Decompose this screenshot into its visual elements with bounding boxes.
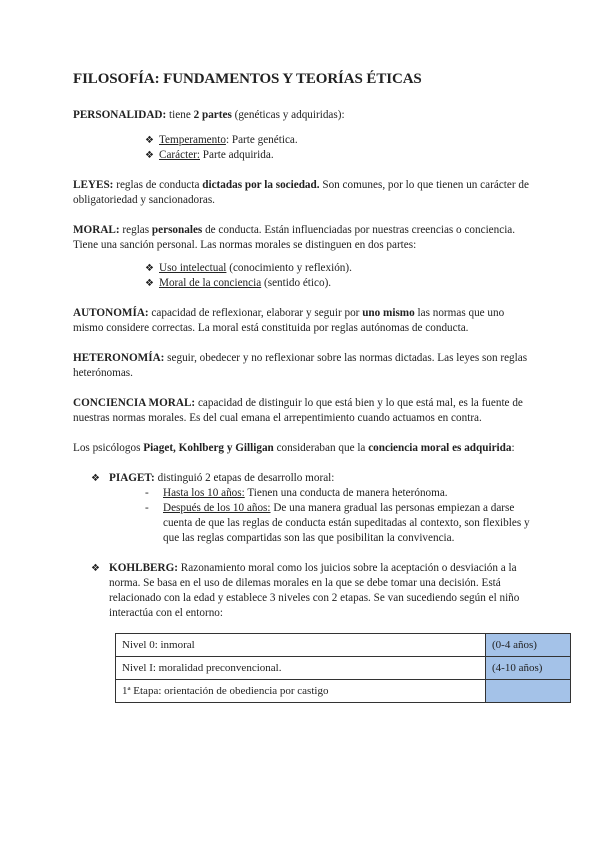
piaget-list [109, 486, 533, 546]
list-item-label: Moral de la conciencia [159, 277, 262, 289]
personalidad-list [73, 133, 533, 163]
list-item-text: : Parte genética. [225, 134, 298, 146]
list-item [145, 486, 533, 501]
heteronomia-paragraph [73, 351, 533, 381]
personalidad-bold: 2 partes [193, 109, 232, 121]
kohlberg-paragraph [109, 561, 533, 621]
personalidad-paragraph [73, 108, 533, 123]
piaget-post: distinguió 2 etapas de desarrollo moral: [154, 472, 335, 484]
conciencia-paragraph [73, 396, 533, 426]
autonomia-bold: uno mismo [362, 307, 415, 319]
list-item [145, 276, 533, 291]
kohlberg-post: Razonamiento moral como los juicios sobre la aceptación o desviación a la norma. Se basa en el uso de dilemas morales en la que se debe tomar una decisión. Está relacionado con la edad y establece 3 niveles con 2 etapas. Se van sucediendo según el niño interactúa con el entorno: [109, 562, 520, 619]
personalidad-pre: tiene [166, 109, 194, 121]
autonomia-term: AUTONOMÍA: [73, 307, 149, 319]
list-item [145, 133, 533, 148]
list-item-text: De una manera gradual las personas empiezan a darse cuenta de que las reglas de conducta están supeditadas al contexto, son flexibles y que las reglas compartidas son las que posibilitan la convivencia. [163, 502, 530, 544]
moral-pre: reglas [119, 224, 152, 236]
piaget-block [73, 471, 533, 546]
leyes-bold: dictadas por la sociedad. [202, 179, 320, 191]
document-page [73, 70, 543, 703]
psicologos-bold2: conciencia moral es adquirida [368, 442, 512, 454]
moral-paragraph [73, 223, 533, 253]
list-item-label: Hasta los 10 años: [163, 487, 245, 499]
list-item-text: Parte adquirida. [200, 149, 274, 161]
table-cell-label: Nivel I: moralidad preconvencional. [116, 657, 486, 680]
psicologos-mid: consideraban que la [273, 442, 369, 454]
list-item-label: Uso intelectual [159, 262, 227, 274]
list-item [145, 501, 533, 546]
autonomia-post: las normas que uno mismo considere correctas. La moral está constituida por reglas autónomas de conducta. [73, 307, 505, 334]
psicologos-bold1: Piaget, Kohlberg y Gilligan [143, 442, 274, 454]
moral-bold: personales [151, 224, 203, 236]
leyes-term: LEYES: [73, 179, 114, 191]
diamond-bullet-icon: ❖ [91, 563, 100, 574]
list-item [145, 261, 533, 276]
leyes-post: Son comunes, por lo que tienen un carácter de obligatoriedad y sancionadoras. [73, 179, 529, 206]
kohlberg-term: KOHLBERG: [109, 562, 178, 574]
diamond-bullet-icon: ❖ [91, 473, 100, 484]
list-item-label: Después de los 10 años: [163, 502, 271, 514]
table-cell-age: (4-10 años) [486, 657, 571, 680]
table-cell-label: 1ª Etapa: orientación de obediencia por castigo [116, 680, 486, 703]
piaget-paragraph [109, 471, 533, 486]
table-row [116, 680, 571, 703]
moral-term: MORAL: [73, 224, 120, 236]
moral-list [73, 261, 533, 291]
moral-post: de conducta. Están influenciadas por nuestras creencias o conciencia. Tiene una sanción personal. Las normas morales se distinguen en dos partes: [73, 224, 516, 251]
personalidad-post: (genéticas y adquiridas): [231, 109, 345, 121]
psicologos-pre: Los psicólogos [73, 442, 144, 454]
leyes-pre: reglas de conducta [113, 179, 203, 191]
list-item-text: (conocimiento y reflexión). [226, 262, 352, 274]
kohlberg-block [73, 561, 533, 621]
autonomia-paragraph [73, 306, 533, 336]
personalidad-term: PERSONALIDAD: [73, 109, 167, 121]
psicologos-paragraph [73, 441, 533, 456]
conciencia-post: capacidad de distinguir lo que está bien y lo que está mal, es la fuente de nuestras normas morales. Es del cual emana el arrepentimiento cuando actuamos en contra. [73, 397, 523, 424]
conciencia-term: CONCIENCIA MORAL: [73, 397, 196, 409]
table-cell-label: Nivel 0: inmoral [116, 634, 486, 657]
list-item-text: Tienen una conducta de manera heterónoma. [244, 487, 448, 499]
table-row [116, 634, 571, 657]
leyes-paragraph [73, 178, 533, 208]
list-item-label: Temperamento [159, 134, 226, 146]
page-title: FILOSOFÍA: FUNDAMENTOS Y TEORÍAS ÉTICAS [73, 71, 422, 87]
psicologos-post: : [511, 442, 515, 454]
table-cell-age: (0-4 años) [486, 634, 571, 657]
autonomia-pre: capacidad de reflexionar, elaborar y seguir por [148, 307, 363, 319]
table-row [116, 657, 571, 680]
heteronomia-term: HETERONOMÍA: [73, 352, 165, 364]
list-item-label: Carácter: [159, 149, 200, 161]
table-cell-age [486, 680, 571, 703]
list-item [145, 148, 533, 163]
piaget-term: PIAGET: [109, 472, 155, 484]
kohlberg-levels-table [115, 633, 571, 703]
list-item-text: (sentido ético). [261, 277, 332, 289]
heteronomia-post: seguir, obedecer y no reflexionar sobre las normas dictadas. Las leyes son reglas heterónomas. [73, 352, 528, 379]
